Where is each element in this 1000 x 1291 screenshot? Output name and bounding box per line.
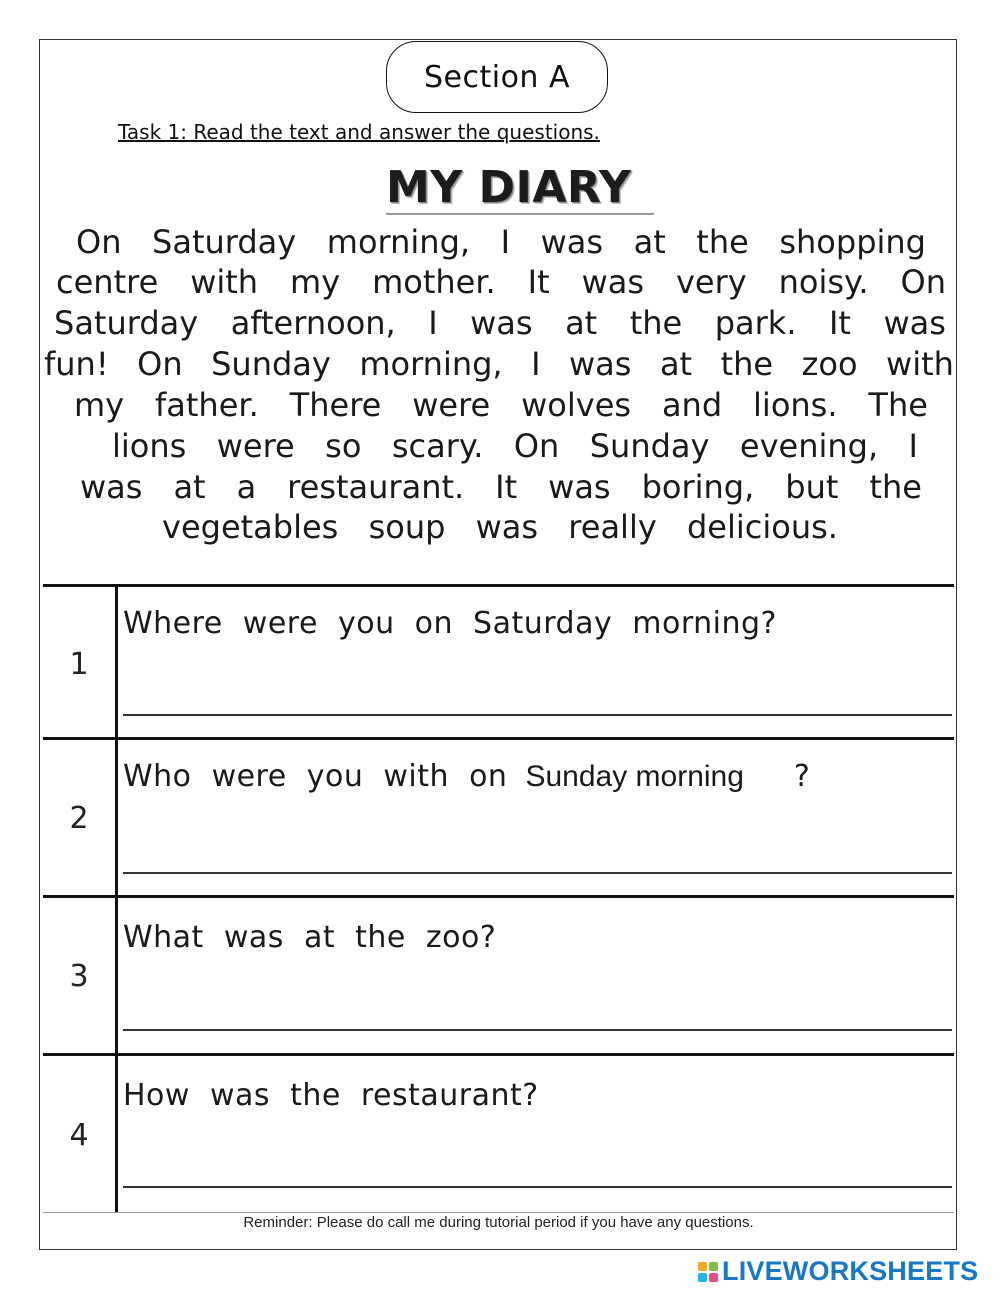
- diary-word: scary.: [391, 427, 484, 465]
- diary-word: The: [868, 386, 928, 424]
- diary-word: zoo: [801, 345, 858, 383]
- diary-line: [54, 303, 946, 343]
- diary-word: at: [659, 345, 693, 383]
- table-rule: [43, 895, 954, 898]
- diary-word: my: [290, 263, 341, 301]
- diary-word: was: [540, 223, 604, 261]
- question-number: 4: [69, 1118, 89, 1153]
- question-text: Where were you on Saturday morning?: [123, 606, 777, 641]
- reminder-note: Reminder: Please do call me during tutorial period if you have any questions.: [43, 1212, 954, 1235]
- liveworksheets-logo-icon: [698, 1262, 718, 1282]
- diary-word: shopping: [779, 223, 926, 261]
- diary-word: was: [548, 468, 611, 506]
- diary-word: the: [629, 304, 683, 342]
- question-text-before: Who were you with on: [123, 759, 508, 794]
- diary-word: was: [581, 263, 645, 301]
- diary-word: There: [289, 386, 382, 424]
- diary-word: park.: [714, 304, 797, 342]
- question-text-after: ?: [793, 759, 811, 794]
- diary-word: was: [883, 304, 946, 342]
- brand-name: LIVEWORKSHEETS: [722, 1256, 979, 1286]
- diary-word: evening,: [739, 427, 879, 465]
- diary-word: was: [569, 345, 632, 383]
- diary-title: MY DIARY: [386, 162, 654, 213]
- answer-dropdown[interactable]: Sunday morning: [525, 760, 744, 793]
- diary-word: delicious.: [686, 508, 838, 546]
- diary-word: I: [500, 223, 511, 261]
- table-rule: [43, 737, 954, 740]
- diary-word: Sunday: [211, 345, 331, 383]
- diary-word: wolves: [521, 386, 632, 424]
- diary-word: restaurant.: [287, 468, 465, 506]
- diary-word: centre: [56, 263, 159, 301]
- question-number: 2: [69, 801, 89, 836]
- diary-word: really: [568, 508, 657, 546]
- diary-word: I: [531, 345, 541, 383]
- questions-table: [43, 584, 954, 1212]
- diary-word: and: [661, 386, 723, 424]
- diary-word: at: [565, 304, 598, 342]
- question-number: 3: [69, 959, 89, 994]
- answer-field-2[interactable]: [123, 872, 952, 874]
- section-badge: [386, 41, 608, 113]
- diary-word: Saturday: [152, 223, 297, 261]
- section-label: Section A: [423, 59, 571, 95]
- diary-word: the: [869, 468, 922, 506]
- diary-word: Sunday: [589, 427, 710, 465]
- diary-line: [76, 222, 926, 262]
- diary-word: a: [236, 468, 257, 506]
- question-text: What was at the zoo?: [123, 920, 497, 955]
- diary-word: lions: [112, 427, 187, 465]
- diary-word: at: [173, 468, 206, 506]
- diary-word: It: [495, 468, 518, 506]
- diary-word: were: [412, 386, 491, 424]
- answer-field-4[interactable]: [123, 1186, 952, 1188]
- task-instruction: Task 1: Read the text and answer the questions.: [118, 120, 600, 144]
- diary-word: at: [633, 223, 666, 261]
- brand-footer[interactable]: [698, 1256, 978, 1287]
- diary-word: with: [886, 345, 954, 383]
- diary-word: lions.: [753, 386, 838, 424]
- diary-line: [112, 426, 918, 466]
- diary-word: On: [137, 345, 183, 383]
- diary-word: I: [908, 427, 918, 465]
- question-text: [123, 760, 810, 794]
- diary-word: vegetables: [162, 508, 339, 546]
- table-divider: [115, 584, 118, 1212]
- diary-word: with: [190, 263, 259, 301]
- diary-word: was: [470, 304, 533, 342]
- diary-line: [74, 385, 928, 425]
- diary-word: was: [80, 468, 143, 506]
- diary-word: morning,: [326, 223, 471, 261]
- diary-word: were: [216, 427, 295, 465]
- diary-word: but: [785, 468, 839, 506]
- diary-word: It: [828, 304, 851, 342]
- diary-word: was: [475, 508, 539, 546]
- diary-line: [44, 344, 954, 384]
- answer-field-1[interactable]: [123, 714, 952, 716]
- diary-word: On: [900, 263, 946, 301]
- question-number: 1: [69, 647, 89, 682]
- diary-word: mother.: [372, 263, 496, 301]
- diary-word: morning,: [359, 345, 503, 383]
- diary-line: [80, 467, 922, 507]
- diary-line: [162, 507, 838, 547]
- diary-word: my: [74, 386, 125, 424]
- diary-word: afternoon,: [230, 304, 396, 342]
- table-rule: [43, 1053, 954, 1056]
- table-rule: [43, 584, 954, 587]
- diary-line: [56, 262, 946, 302]
- answer-field-3[interactable]: [123, 1029, 952, 1031]
- diary-word: I: [428, 304, 438, 342]
- diary-word: It: [527, 263, 550, 301]
- diary-word: the: [720, 345, 774, 383]
- diary-word: fun!: [44, 345, 109, 383]
- diary-word: noisy.: [778, 263, 869, 301]
- diary-word: Saturday: [54, 304, 199, 342]
- diary-word: soup: [368, 508, 446, 546]
- diary-word: father.: [155, 386, 259, 424]
- diary-word: On: [76, 223, 122, 261]
- diary-word: very: [675, 263, 747, 301]
- question-text: How was the restaurant?: [123, 1078, 539, 1113]
- diary-word: On: [513, 427, 560, 465]
- diary-word: so: [325, 427, 362, 465]
- diary-word: the: [696, 223, 749, 261]
- diary-word: boring,: [641, 468, 755, 506]
